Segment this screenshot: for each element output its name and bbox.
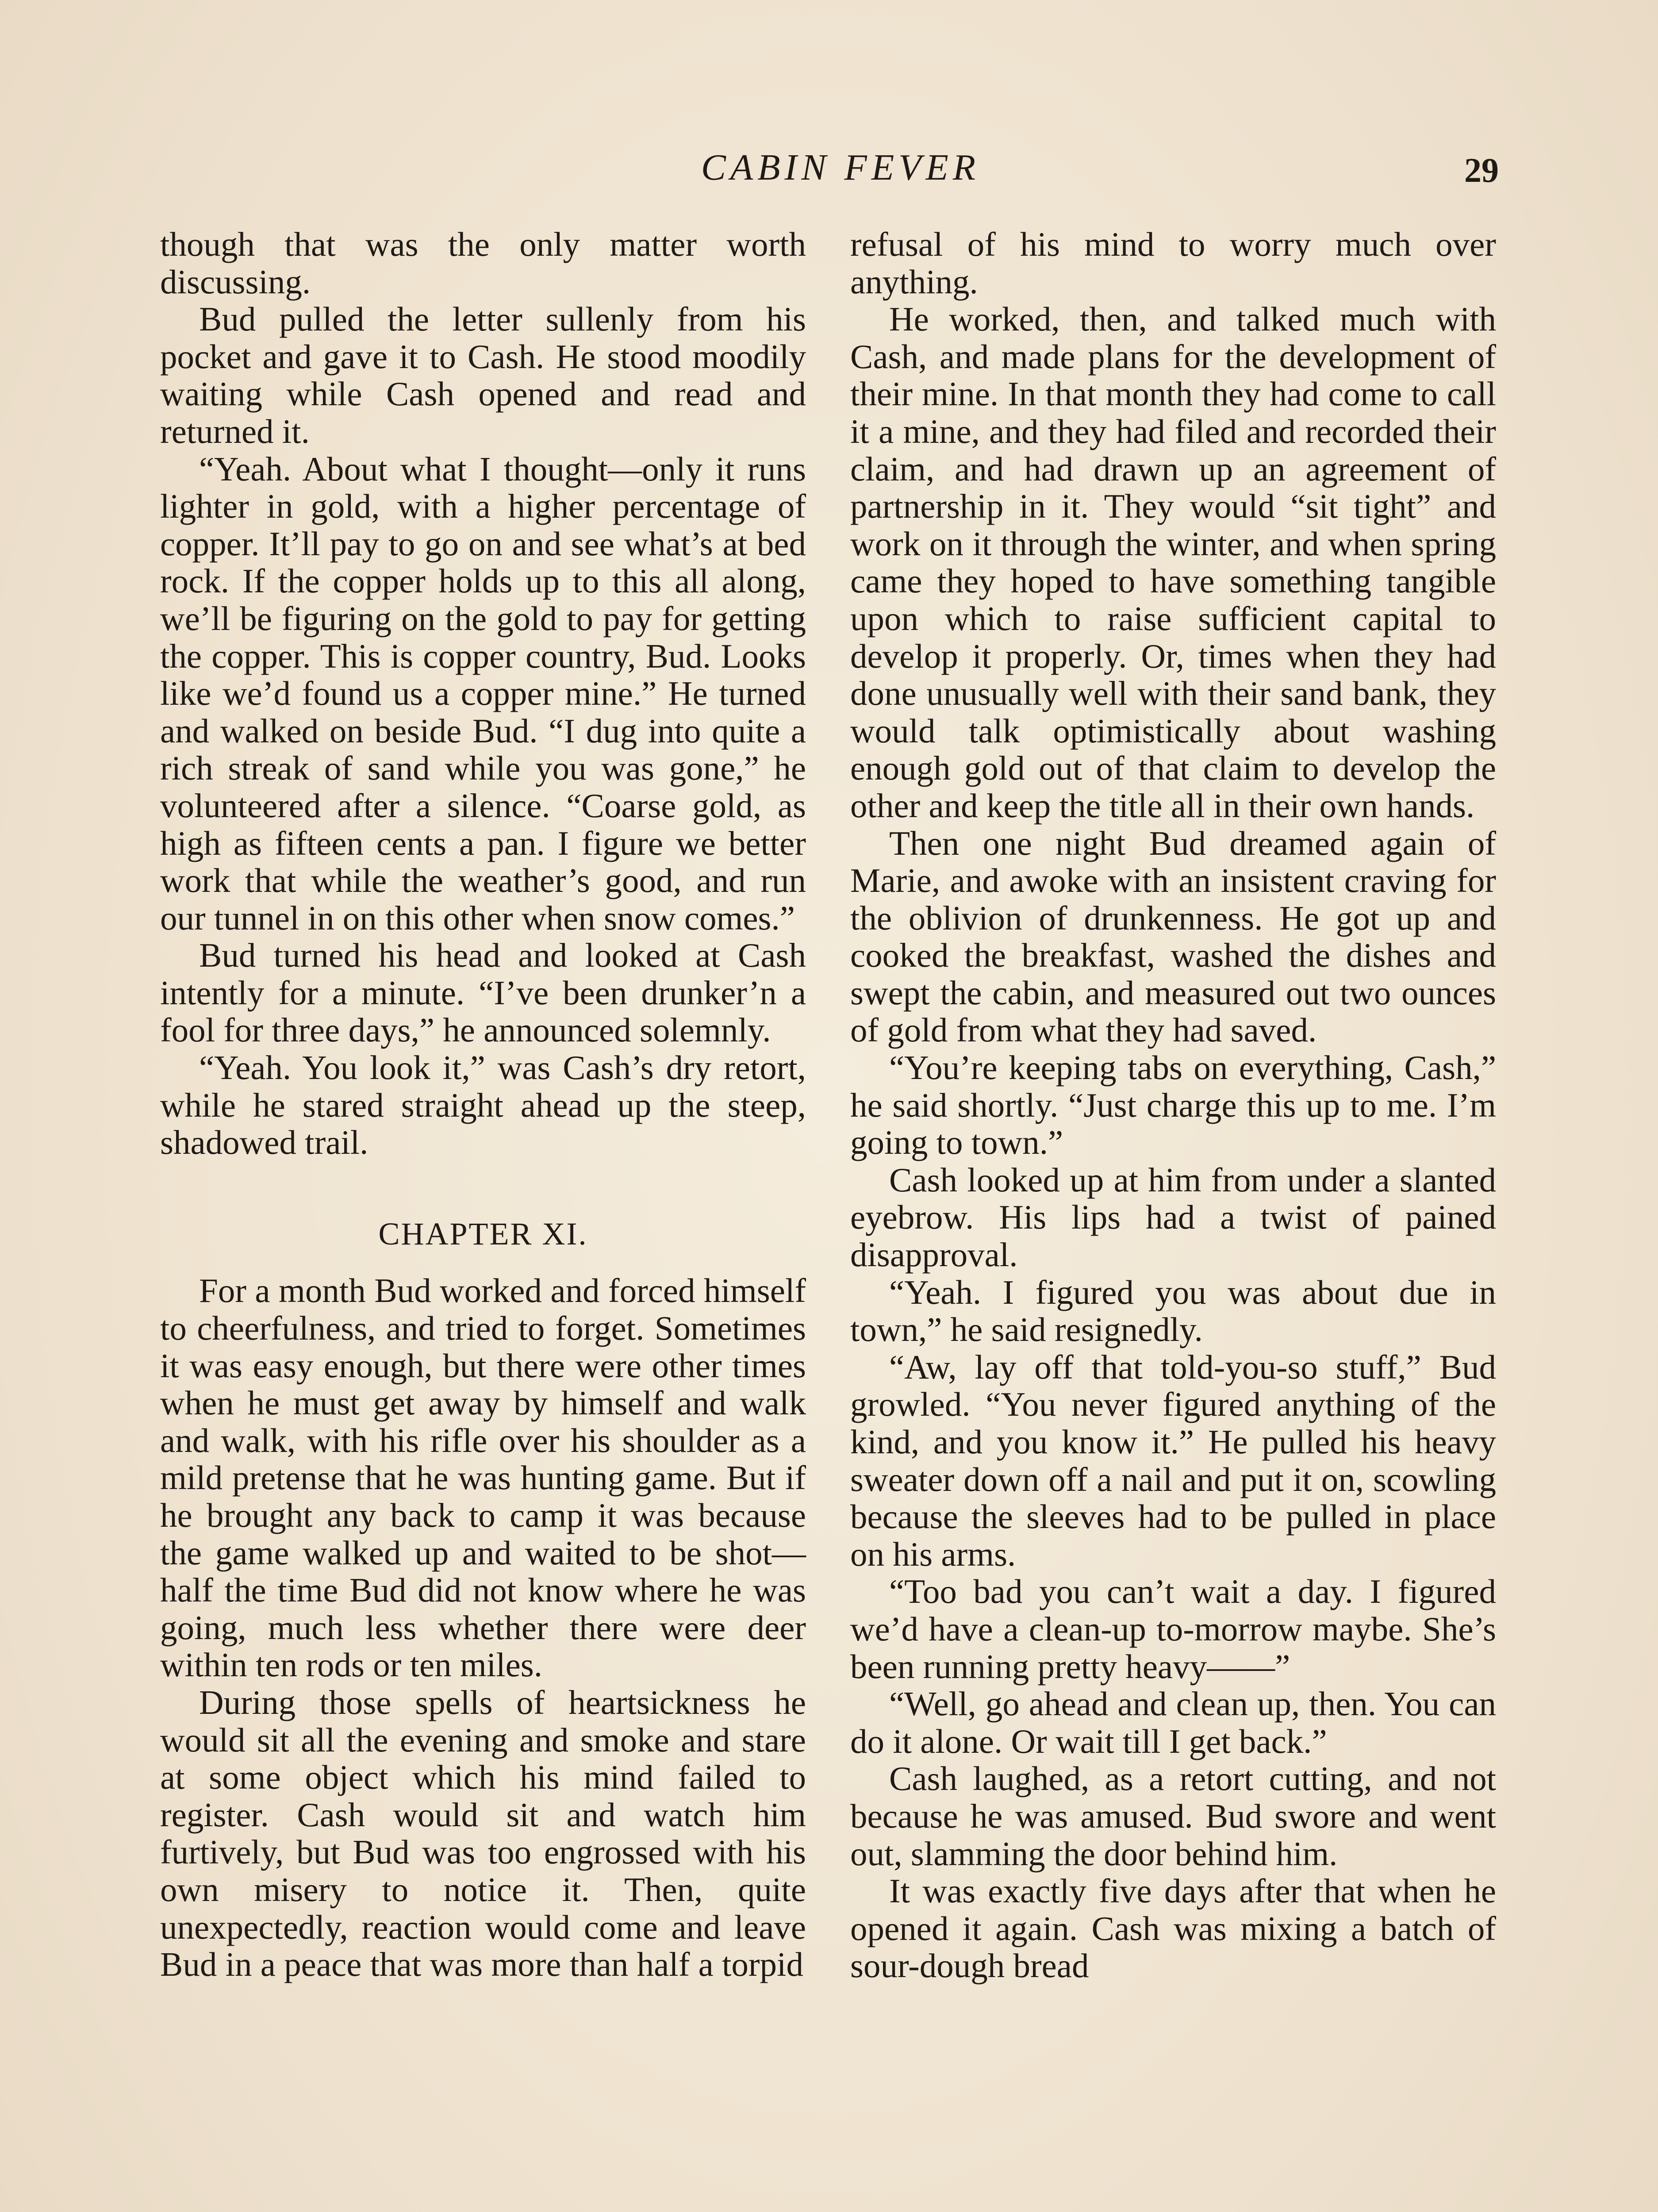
paragraph: Bud pulled the letter sullenly from his pocket and gave it to Cash. He stood moodily waiting while Cash opened and read and returned it. bbox=[160, 300, 806, 450]
right-column bbox=[850, 226, 1496, 1985]
paragraph: refusal of his mind to worry much over anything. bbox=[850, 225, 1496, 301]
paragraph: “Well, go ahead and clean up, then. You can do it alone. Or wait till I get back.” bbox=[850, 1685, 1496, 1760]
running-title: CABIN FEVER bbox=[701, 147, 980, 188]
paragraph: “Aw, lay off that told-you-so stuff,” Bud growled. “You never figured anything of the kind, and you know it.” He pulled his heavy sweater down off a nail and put it on, scowling because the sleeves had to be pulled in place on his arms. bbox=[850, 1348, 1496, 1573]
paragraph: “Yeah. I figured you was about due in town,” he said resignedly. bbox=[850, 1273, 1496, 1349]
paragraph: Then one night Bud dreamed again of Marie, and awoke with an insistent craving for the oblivion of drunkenness. He got up and cooked the breakfast, washed the dishes and swept the cabin, and measured out two ounces of gold from what they had saved. bbox=[850, 824, 1496, 1049]
chapter-heading: CHAPTER XI. bbox=[378, 1216, 588, 1252]
paragraph: For a month Bud worked and forced himself to cheerfulness, and tried to forget. Sometimes it was easy enough, but there were other times when he must get away by himself and walk and walk, with his rifle over his shoulder as a mild pretense that he was hunting game. But if he brought any back to camp it was because the game walked up and waited to be shot—half the time Bud did not know where he was going, much less whether there were deer within ten rods or ten miles. bbox=[160, 1271, 806, 1684]
paragraph: though that was the only matter worth discussing. bbox=[160, 225, 806, 301]
paragraph: He worked, then, and talked much with Cash, and made plans for the development of their mine. In that month they had come to call it a mine, and they had filed and recorded their claim, and had drawn up an agreement of partnership in it. They would “sit tight” and work on it through the winter, and when spring came they hoped to have something tangible upon which to raise sufficient capital to develop it properly. Or, times when they had done unusually well with their sand bank, they would talk optimistically about washing enough gold out of that claim to develop the other and keep the title all in their own hands. bbox=[850, 300, 1496, 825]
paragraph: “Yeah. About what I thought—only it runs lighter in gold, with a higher percentage of copper. It’ll pay to go on and see what’s at bed rock. If the copper holds up to this all along, we’ll be figuring on the gold to pay for getting the copper. This is copper country, Bud. Looks like we’d found us a copper mine.” He turned and walked on beside Bud. “I dug into quite a rich streak of sand while you was gone,” he volunteered after a silence. “Coarse gold, as high as fifteen cents a pan. I figure we better work that while the weather’s good, and run our tunnel in on this other when snow comes.” bbox=[160, 449, 806, 937]
paragraph: Cash laughed, as a retort cutting, and not because he was amused. Bud swore and went out, slamming the door behind him. bbox=[850, 1759, 1496, 1873]
page-number: 29 bbox=[1464, 151, 1499, 189]
paragraph: It was exactly five days after that when he opened it again. Cash was mixing a batch of sour-dough bread bbox=[850, 1872, 1496, 1985]
paragraph: During those spells of heartsickness he would sit all the evening and smoke and stare at some object which his mind failed to register. Cash would sit and watch him furtively, but Bud was too engrossed with his own misery to notice it. Then, quite unexpectedly, reaction would come and leave Bud in a peace that was more than half a torpid bbox=[160, 1683, 806, 1984]
paragraph: “You’re keeping tabs on everything, Cash,” he said shortly. “Just charge this up to me. I’m going to town.” bbox=[850, 1048, 1496, 1162]
left-column bbox=[160, 226, 806, 1983]
paragraph: Bud turned his head and looked at Cash intently for a minute. “I’ve been drunker’n a fool for three days,” he announced solemnly. bbox=[160, 936, 806, 1049]
paragraph: Cash looked up at him from under a slanted eyebrow. His lips had a twist of pained disapproval. bbox=[850, 1160, 1496, 1274]
paragraph: “Too bad you can’t wait a day. I figured we’d have a clean-up to-morrow maybe. She’s been running pretty heavy——” bbox=[850, 1572, 1496, 1686]
paragraph: “Yeah. You look it,” was Cash’s dry retort, while he stared straight ahead up the steep, shadowed trail. bbox=[160, 1048, 806, 1162]
